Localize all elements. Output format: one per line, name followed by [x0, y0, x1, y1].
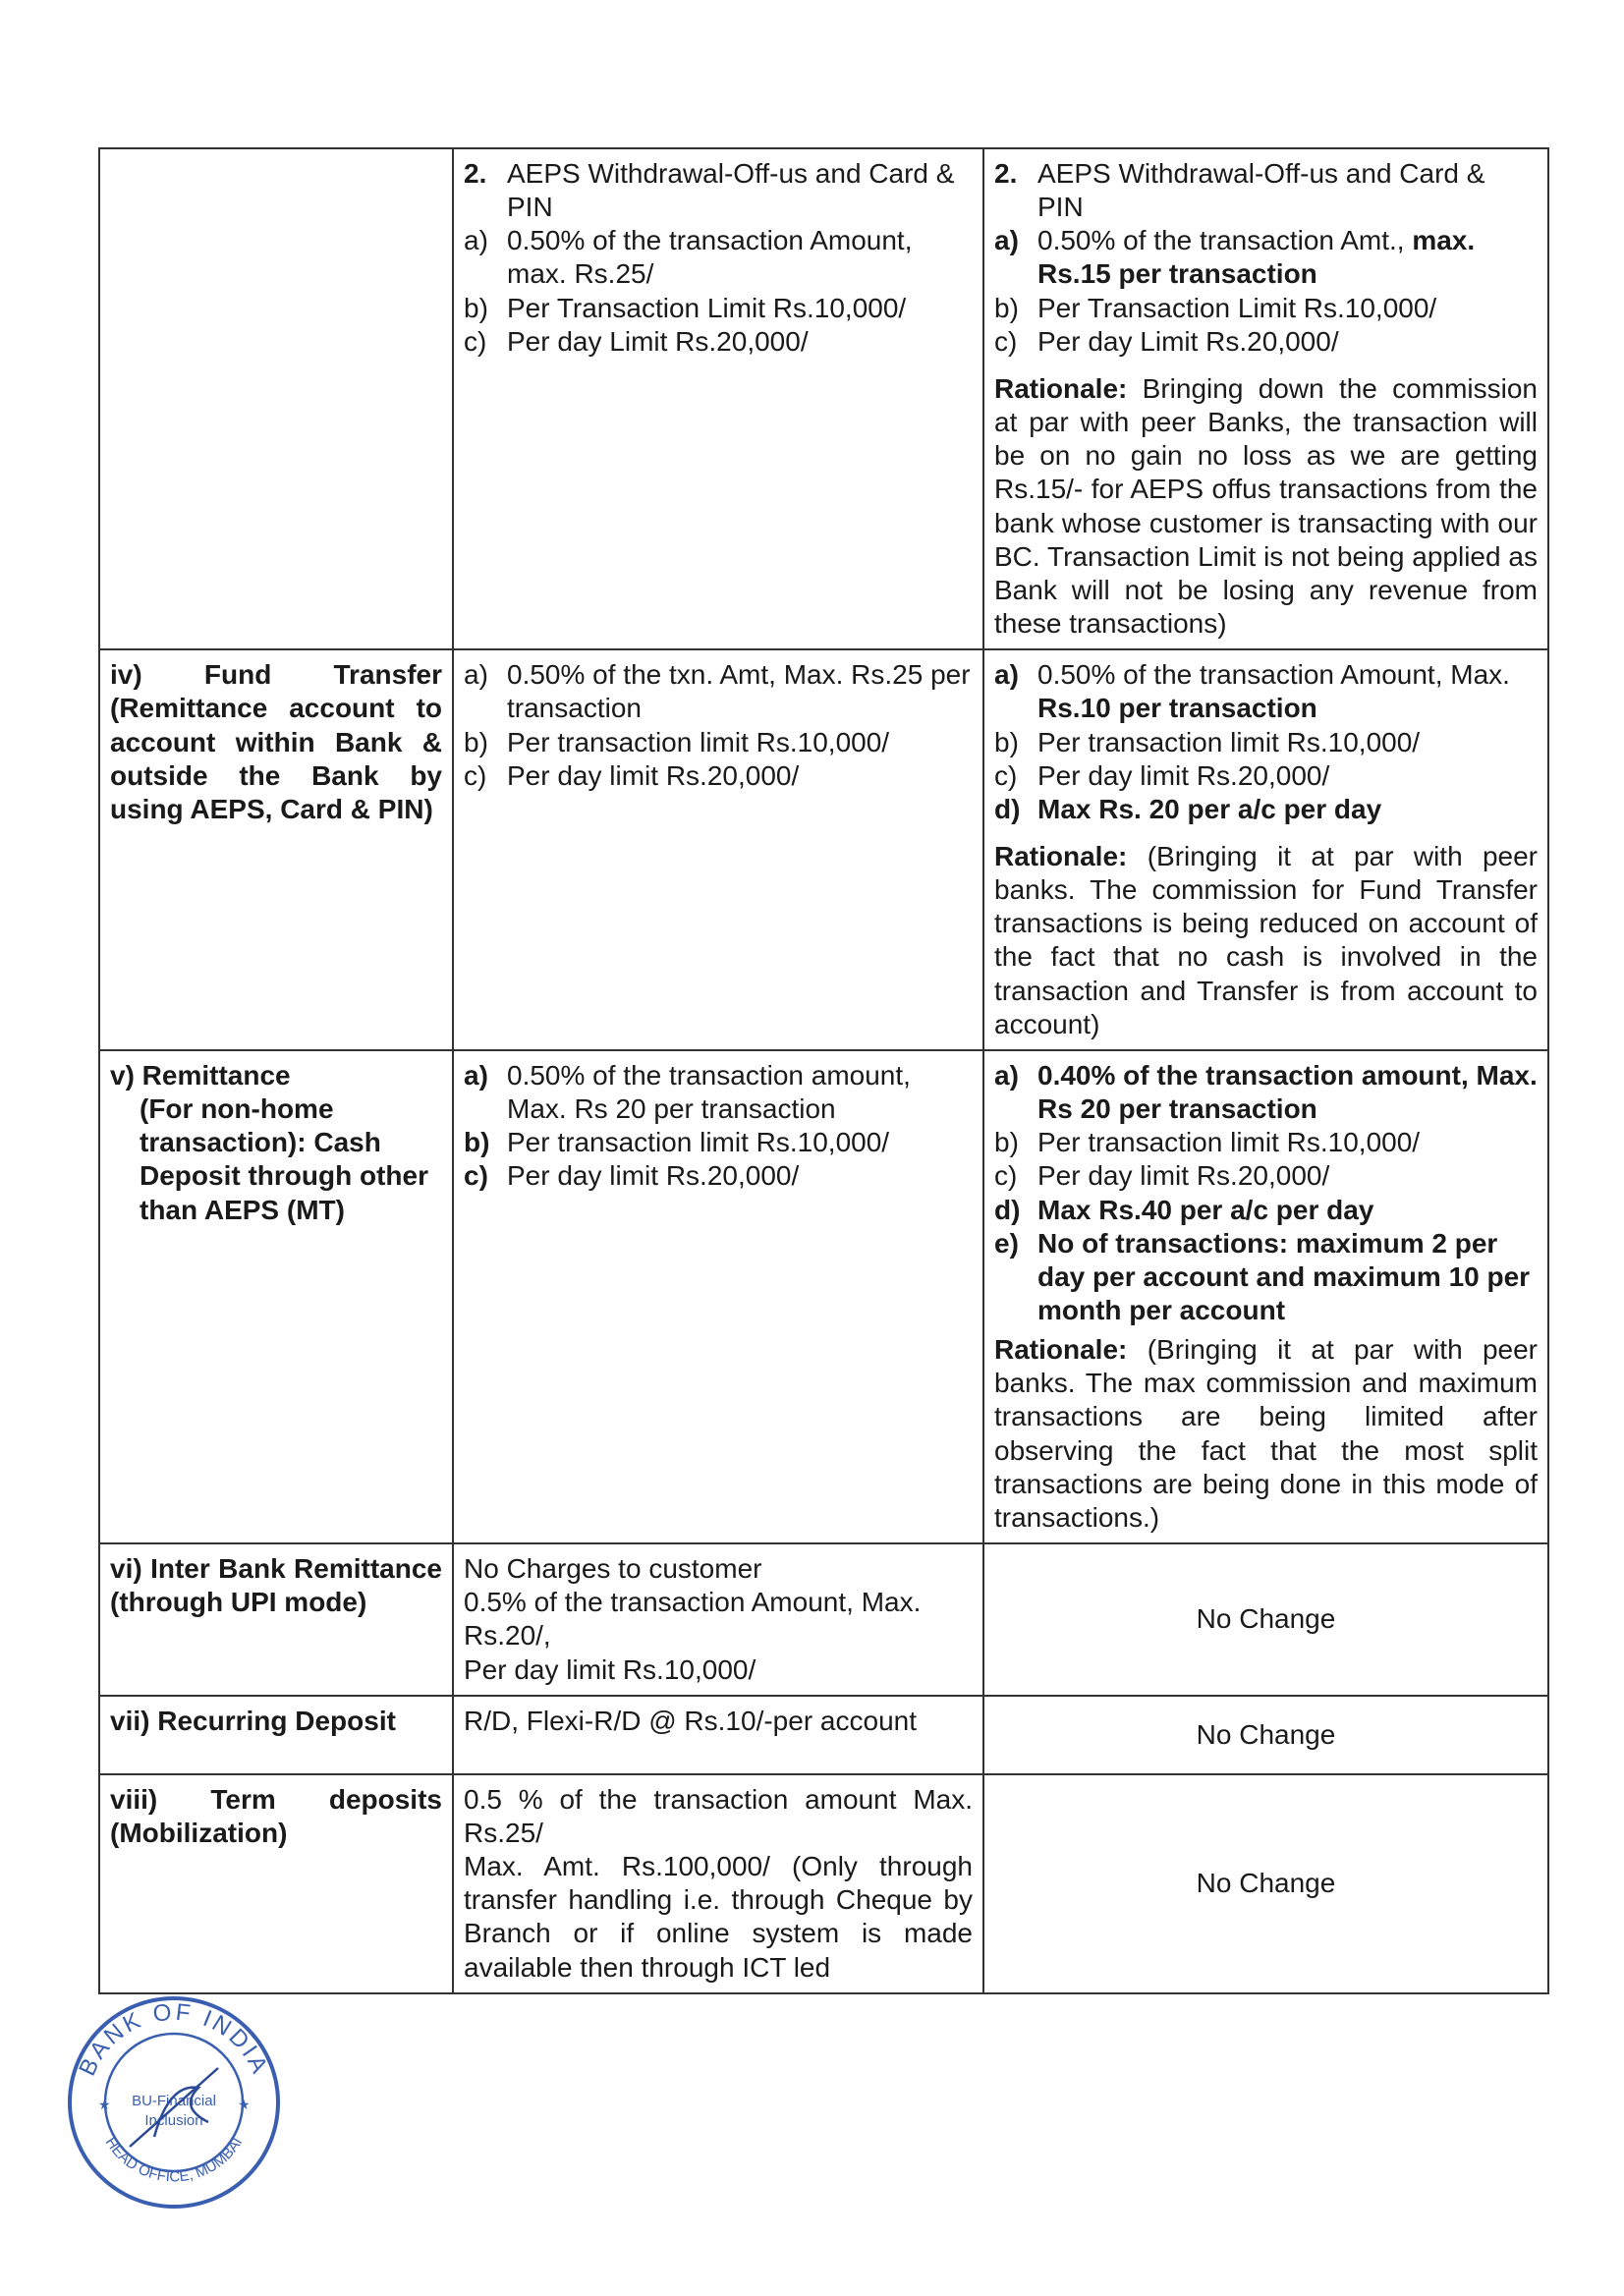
row-aeps-current-cell — [453, 148, 983, 649]
term-proposed-cell: No Change — [983, 1774, 1548, 1993]
remittance-current-cell — [453, 1050, 983, 1543]
row-remittance — [99, 1050, 1548, 1543]
aeps-proposed-title: 2. AEPS Withdrawal-Off-us and Card & PIN — [994, 158, 1485, 223]
upi-current-line-3: Per day limit Rs.10,000/ — [464, 1653, 756, 1685]
aeps-current-item-c: c) Per day Limit Rs.20,000/ — [464, 325, 809, 357]
stamp-star-right-icon: ★ — [238, 2097, 251, 2112]
fund-transfer-proposed-item-c: c) Per day limit Rs.20,000/ — [994, 759, 1330, 791]
fund-transfer-current-item-b: b) Per transaction limit Rs.10,000/ — [464, 726, 890, 757]
remittance-proposed-item-b: b) Per transaction limit Rs.10,000/ — [994, 1127, 1421, 1158]
remittance-current-item-a: a) 0.50% of the transaction amount, Max. Rs 20 per transaction — [464, 1059, 911, 1125]
row-upi-remittance — [99, 1543, 1548, 1696]
stamp-bottom-text: HEAD OFFICE, MUMBAI — [101, 2134, 247, 2186]
stamp-inner-line-2: Inclusion — [144, 2112, 203, 2129]
stamp-outer-text: BANK OF INDIA — [74, 1998, 274, 2081]
term-current-line-2: Max. Amt. Rs.100,000/ (Only through transfer handling i.e. through Cheque by Branch or if online system is made available then through ICT led — [464, 1851, 973, 1983]
fund-transfer-rationale: Rationale: (Bringing it at par with peer banks. The commission for Fund Transfer transactions is being reduced on account of the fact that no cash is involved in the transaction and Transfer is from account to account) — [994, 840, 1539, 1039]
upi-current-line-2: 0.5% of the transaction Amount, Max. Rs.20/, — [464, 1587, 922, 1652]
remittance-current-item-c: c) Per day limit Rs.20,000/ — [464, 1160, 800, 1192]
recurring-head: vii) Recurring Deposit — [99, 1696, 453, 1774]
fund-transfer-proposed-cell — [983, 649, 1548, 1050]
upi-proposed-cell: No Change — [983, 1543, 1548, 1696]
aeps-proposed-item-a: a) 0.50% of the transaction Amt., max. Rs.15 per transaction — [994, 225, 1476, 290]
charges-table — [98, 147, 1549, 1994]
upi-head: vi) Inter Bank Remittance (through UPI mode) — [99, 1543, 453, 1696]
fund-transfer-current-cell — [453, 649, 983, 1050]
row-aeps-withdrawal — [99, 148, 1548, 649]
remittance-current-item-b: b) Per transaction limit Rs.10,000/ — [464, 1127, 890, 1158]
remittance-proposed-item-e: e) No of transactions: maximum 2 per day per account and maximum 10 per month per account — [994, 1227, 1531, 1325]
upi-current-line-1: No Charges to customer — [464, 1553, 762, 1585]
fund-transfer-proposed-item-a: a) 0.50% of the transaction Amount, Max. Rs.10 per transaction — [994, 659, 1510, 724]
aeps-rationale: Rationale: Bringing down the commission at par with peer Banks, the transaction will be on no gain no loss as we are getting Rs.15/- for AEPS offus transactions from the bank whose customer is transacting with our BC. Transaction Limit is not being applied as Bank will not be losing any revenue from these transactions) — [994, 372, 1538, 640]
term-current-cell — [453, 1774, 983, 1993]
recurring-proposed-cell: No Change — [983, 1696, 1548, 1774]
aeps-current-item-a: a) 0.50% of the transaction Amount, max. Rs.25/ — [464, 225, 913, 290]
aeps-current-title: 2. AEPS Withdrawal-Off-us and Card & PIN — [464, 158, 955, 223]
row-aeps-proposed-cell — [983, 148, 1548, 649]
row-aeps-head-cell — [99, 148, 453, 649]
remittance-rationale: Rationale: (Bringing it at par with peer banks. The max commission and maximum transactions are being limited after observing the fact that the most split transactions are being done in this mode of transactions.) — [994, 1334, 1539, 1533]
remittance-proposed-item-a: a) 0.40% of the transaction amount, Max. Rs 20 per transaction — [994, 1059, 1538, 1125]
aeps-proposed-item-c: c) Per day Limit Rs.20,000/ — [994, 325, 1339, 357]
upi-current-cell — [453, 1543, 983, 1696]
fund-transfer-proposed-item-d: d) Max Rs. 20 per a/c per day — [994, 793, 1382, 824]
stamp-star-left-icon: ★ — [98, 2097, 111, 2112]
fund-transfer-current-item-a: a) 0.50% of the txn. Amt, Max. Rs.25 per transaction — [464, 659, 971, 724]
office-stamp — [61, 1989, 287, 2215]
remittance-proposed-item-d: d) Max Rs.40 per a/c per day — [994, 1194, 1374, 1225]
fund-transfer-proposed-item-b: b) Per transaction limit Rs.10,000/ — [994, 726, 1421, 757]
stamp-inner-line-1: BU-Financial — [132, 2093, 216, 2109]
aeps-proposed-item-b: b) Per Transaction Limit Rs.10,000/ — [994, 292, 1437, 323]
remittance-proposed-cell — [983, 1050, 1548, 1543]
fund-transfer-current-item-c: c) Per day limit Rs.20,000/ — [464, 759, 800, 791]
remittance-head: v) Remittance (For non-home transaction): Cash Deposit through other than AEPS (MT) — [99, 1050, 453, 1543]
term-current-line-1: 0.5 % of the transaction amount Max. Rs.25/ — [464, 1783, 973, 1848]
row-fund-transfer — [99, 649, 1548, 1050]
row-recurring-deposit — [99, 1696, 1548, 1774]
term-head: viii) Term deposits (Mobilization) — [99, 1774, 453, 1993]
row-term-deposits — [99, 1774, 1548, 1993]
recurring-current-cell: R/D, Flexi-R/D @ Rs.10/-per account — [453, 1696, 983, 1774]
remittance-proposed-item-c: c) Per day limit Rs.20,000/ — [994, 1160, 1330, 1192]
fund-transfer-head: iv) Fund Transfer (Remittance account to account within Bank & outside the Bank by using AEPS, Card & PIN) — [99, 649, 453, 1050]
aeps-current-item-b: b) Per Transaction Limit Rs.10,000/ — [464, 292, 907, 323]
